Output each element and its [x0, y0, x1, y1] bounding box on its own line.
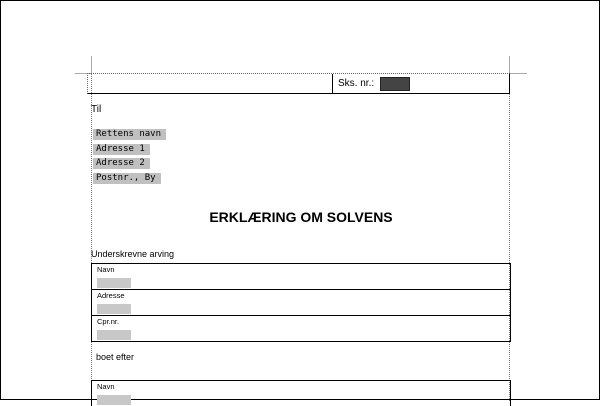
deceased-name-row [92, 381, 510, 406]
court-name-field[interactable]: Rettens navn [93, 129, 166, 140]
heir-name-row [92, 264, 510, 290]
case-number-cell [332, 74, 509, 93]
top-right-corner-line [509, 73, 527, 74]
heir-name-label: Navn [97, 265, 115, 274]
left-margin-guide [91, 73, 92, 401]
heir-address-label: Adresse [97, 291, 125, 300]
top-left-corner-mark [91, 56, 92, 73]
top-right-corner-mark [509, 56, 510, 73]
heir-form-table [91, 263, 511, 342]
heir-cpr-field[interactable] [97, 330, 131, 340]
deceased-form-table [91, 380, 511, 406]
header-table [87, 73, 510, 94]
address-2-field[interactable]: Adresse 2 [93, 158, 150, 169]
case-number-label: Sks. nr.: [338, 78, 375, 89]
estate-intro-text: boet efter [96, 352, 135, 362]
recipient-to-label: Til [91, 104, 102, 115]
deceased-name-field[interactable] [97, 395, 131, 405]
document-title: ERKLÆRING OM SOLVENS [209, 209, 393, 225]
heir-cpr-label: Cpr.nr. [97, 317, 120, 326]
heir-cpr-row [92, 316, 510, 341]
heir-intro-text: Underskrevne arving [91, 249, 175, 259]
heir-name-field[interactable] [97, 278, 131, 288]
right-margin-guide [509, 73, 510, 401]
case-number-field[interactable] [380, 77, 410, 91]
address-1-field[interactable]: Adresse 1 [93, 144, 150, 155]
deceased-name-label: Navn [97, 382, 115, 391]
heir-address-field[interactable] [97, 304, 131, 314]
postcode-city-field[interactable]: Postnr., By [93, 173, 161, 184]
heir-address-row [92, 290, 510, 316]
